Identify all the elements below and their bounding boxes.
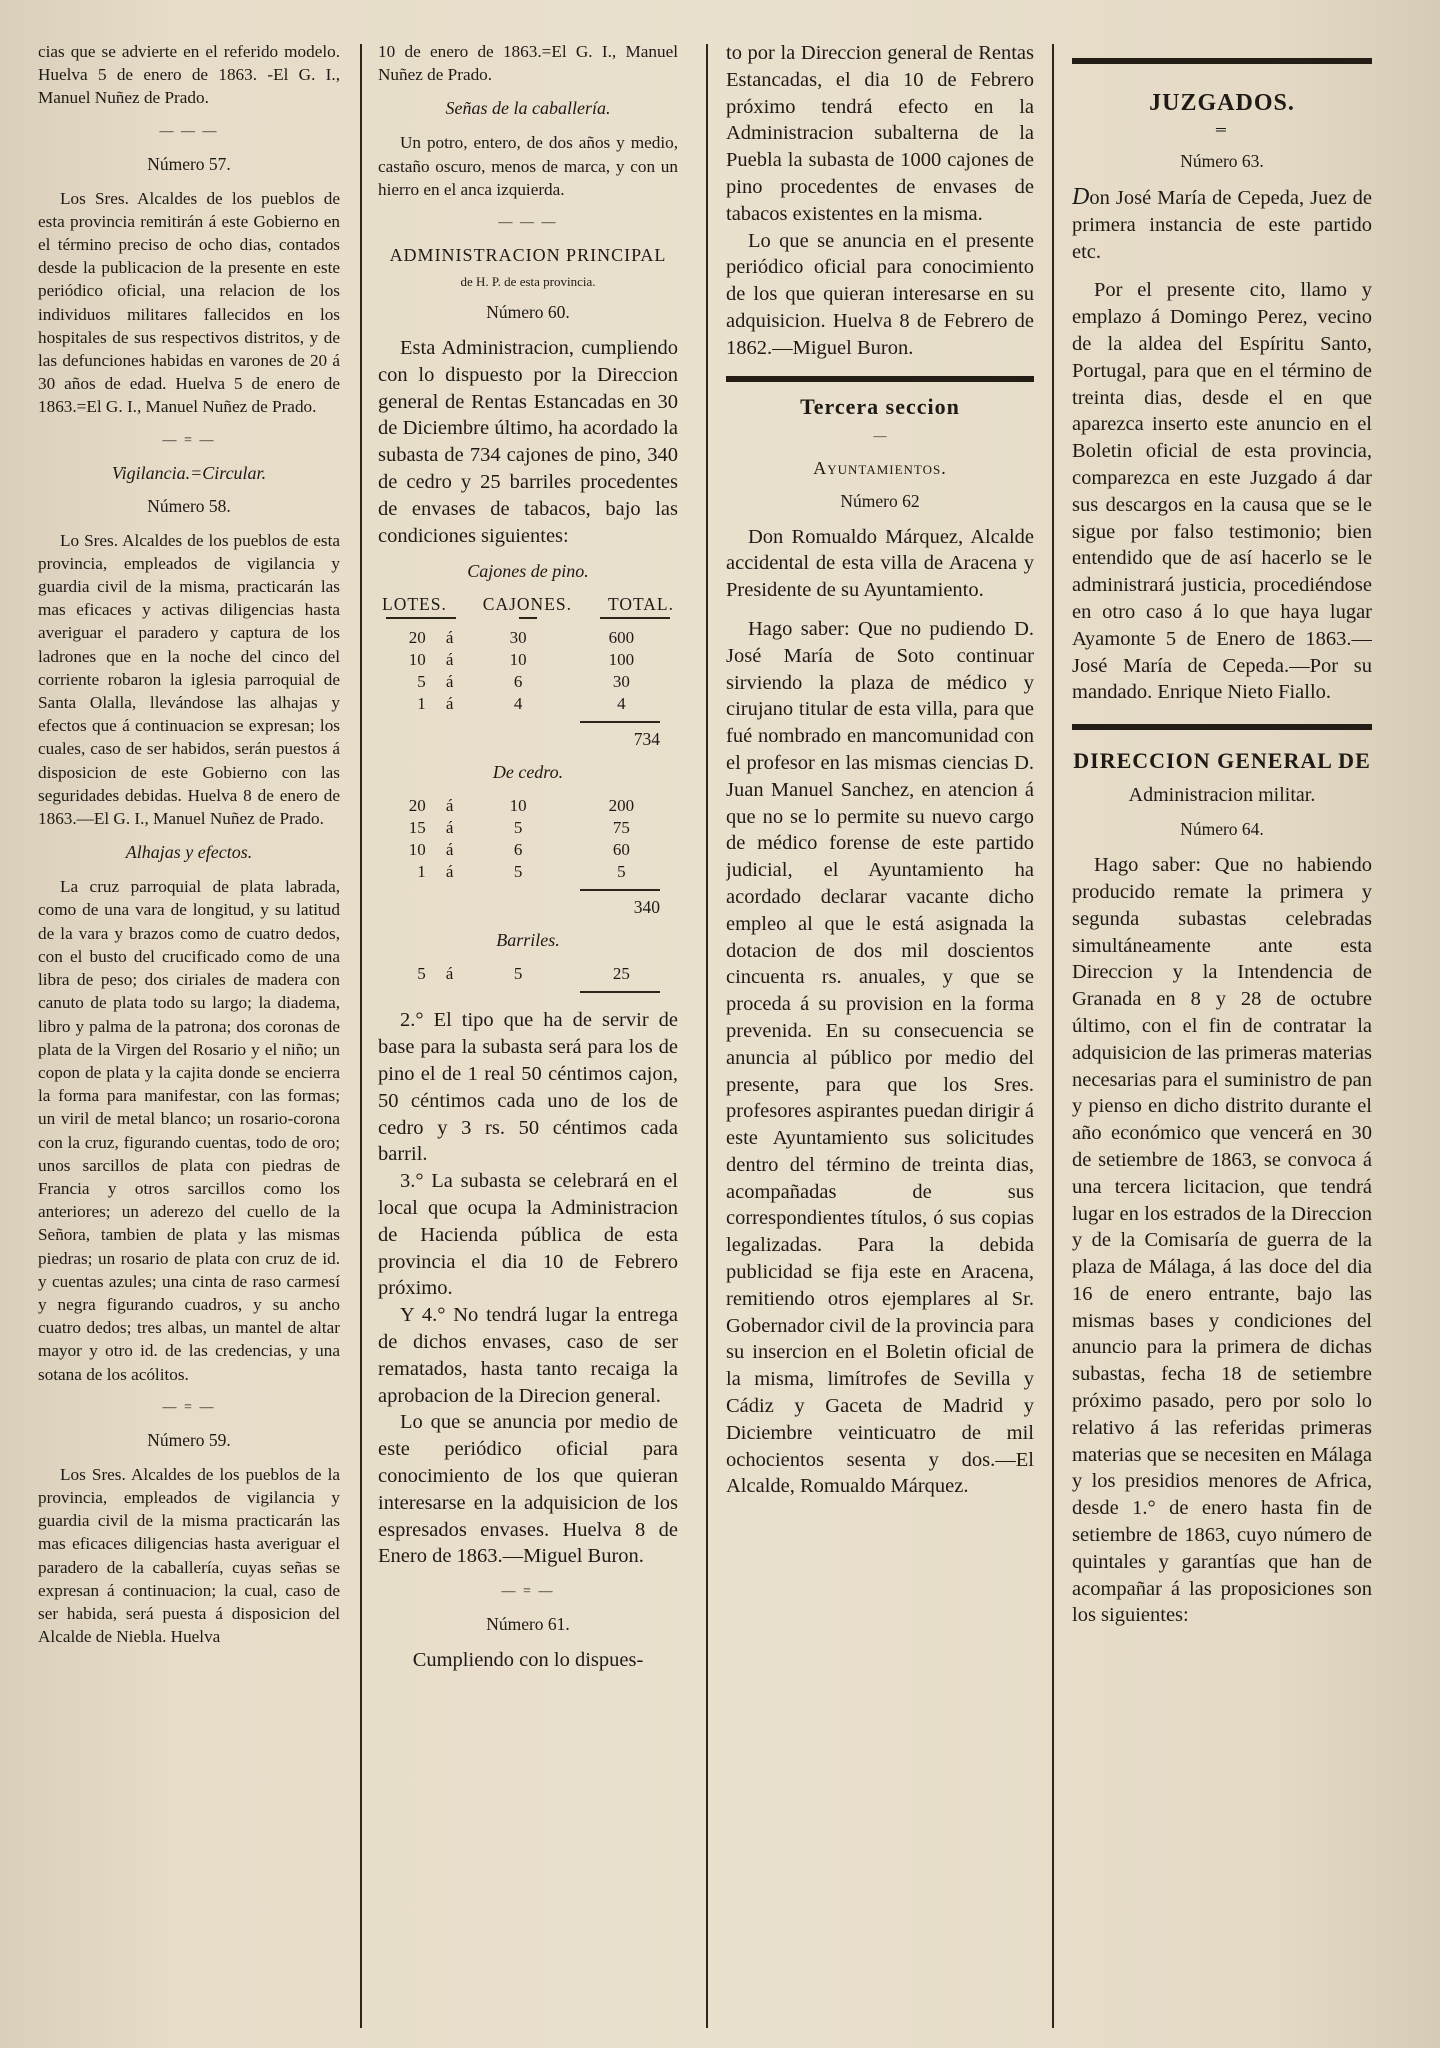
- table-cell: 10: [509, 796, 527, 816]
- paragraph-text: on José María de Cepeda, Juez de primera instancia de este partido etc.: [1072, 187, 1372, 263]
- section-separator: —: [873, 427, 887, 443]
- paragraph: Lo Sres. Alcaldes de los pueblos de esta provincia, empleados de vigilancia y guardia civil de la misma, practicarán las mas eficaces y activas diligencias hasta averiguar el paradero y captura de los ladrones que en la noche del cinco del corriente robaron la iglesia parroquial de Santa Olalla, llevándose las alhajas y efectos que á continuacion se expresan; los cuales, caso de ser habidos, serán puestos á disposicion de este Gobierno con las seguridades debidas. Huelva 8 de enero de 1863.—El G. I., Manuel Nuñez de Prado.: [38, 530, 340, 829]
- table-cell: 100: [608, 650, 635, 670]
- paragraph: Don Romualdo Márquez, Alcalde accidental de esta villa de Aracena y Presidente de su Ayuntamiento.: [726, 525, 1034, 602]
- paragraph: Cumpliendo con lo dispues-: [412, 1649, 644, 1672]
- paragraph: Lo que se anuncia en el presente periódico oficial para conocimiento de los que quieran interesarse en su adquisicion. Huelva 8 de Febrero de 1862.—Miguel Buron.: [726, 229, 1034, 359]
- section-rule: [1072, 724, 1372, 730]
- barrels-table: [378, 963, 678, 985]
- notice-number: Número 63.: [1180, 151, 1264, 171]
- table-cell: á: [445, 862, 454, 882]
- table-cell: 5: [513, 818, 523, 838]
- initial-letter: D: [1072, 184, 1090, 210]
- paragraph: Esta Administracion, cumpliendo con lo dispuesto por la Direccion general de Rentas Estancadas en 30 de Diciembre último, ha acordado la subasta de 734 cajones de pino, 340 de cedro y 25 barriles procedentes de envases de tabacos, bajo las condiciones siguientes:: [378, 337, 678, 547]
- paragraph: Lo que se anuncia por medio de este periódico oficial para conocimiento de los que quieran interesarse en la adquisicion de los espresados envases. Huelva 8 de Enero de 1863.—Miguel Buron.: [378, 1411, 678, 1568]
- table-cell: 5: [417, 964, 426, 984]
- column-header: LOTES.: [382, 594, 447, 615]
- table-cell: 5: [617, 862, 626, 882]
- table-cell: 60: [612, 840, 630, 860]
- table-cell: 30: [612, 672, 630, 692]
- column-rule: [706, 44, 708, 2028]
- table-row: [378, 861, 678, 883]
- column-rule: [360, 44, 362, 2028]
- table-cell: 1: [417, 694, 426, 714]
- rule: [600, 617, 670, 619]
- table-total: 340: [633, 897, 660, 918]
- column-2: [378, 40, 678, 2028]
- table-cell: 5: [513, 964, 523, 984]
- section-subheading: Señas de la caballería.: [445, 98, 611, 119]
- separator: — — —: [159, 123, 219, 139]
- total-rule: [580, 889, 660, 891]
- notice-number: Número 58.: [147, 495, 231, 516]
- table-cell: 75: [612, 818, 630, 838]
- table-column-headers: [382, 594, 674, 615]
- table-cell: 5: [417, 672, 426, 692]
- table-cell: 10: [509, 650, 527, 670]
- table-cell: á: [445, 818, 454, 838]
- header-rules: [386, 617, 670, 619]
- table-cell: 10: [408, 840, 426, 860]
- paragraph: 10 de enero de 1863.=El G. I., Manuel Nuñez de Prado.: [378, 42, 678, 85]
- table-cell: 4: [513, 694, 523, 714]
- section-subheading: Ayuntamientos.: [813, 457, 947, 478]
- section-subheading: Vigilancia.=Circular.: [111, 462, 267, 483]
- section-heading: Tercera seccion: [800, 393, 960, 419]
- paragraph: cias que se advierte en el referido modelo. Huelva 5 de enero de 1863. -El G. I., Manuel Nuñez de Prado.: [38, 42, 340, 108]
- paragraph: Los Sres. Alcaldes de los pueblos de esta provincia remitirán á este Gobierno en el término preciso de ocho dias, contados desde la publicacion de la presente en este periódico oficial, una relacion de los individuos militares fallecidos en los hospitales de sus respectivos distritos, y de las defunciones habidas en varones de 20 á 30 años de edad. Huelva 5 de enero de 1863.=El G. I., Manuel Nuñez de Prado.: [38, 188, 340, 417]
- paragraph: Los Sres. Alcaldes de los pueblos de la provincia, empleados de vigilancia y guardia civil de la misma practicarán las mas eficaces diligencias hasta averiguar el paradero de la caballería, cuyas señas se expresan á continuacion; la cual, caso de ser habida, será puesta á disposicion del Alcalde de Niebla. Huelva: [38, 1464, 340, 1647]
- table-total: 734: [633, 729, 660, 750]
- table-cell: 25: [612, 964, 630, 984]
- table-cell: 600: [608, 628, 635, 648]
- table-cell: 6: [513, 672, 523, 692]
- section-subtitle: de H. P. de esta provincia.: [460, 274, 596, 290]
- table-cell: á: [445, 964, 454, 984]
- section-subheading: Alhajas y efectos.: [125, 842, 253, 863]
- rule: [386, 617, 456, 619]
- table-heading: Cajones de pino.: [467, 561, 589, 582]
- rule: [519, 617, 537, 619]
- table-cell: á: [445, 796, 454, 816]
- notice-number: Número 62: [840, 490, 920, 511]
- cedar-boxes-table: [378, 795, 678, 883]
- table-row: [378, 627, 678, 649]
- column-header: CAJONES.: [482, 594, 572, 615]
- column-1: [38, 40, 340, 2028]
- paragraph: 3.° La subasta se celebrará en el local que ocupa la Administracion de Hacienda pública de esta provincia el dia 10 de Febrero próximo.: [378, 1170, 678, 1300]
- table-cell: 4: [617, 694, 626, 714]
- table-row: [378, 963, 678, 985]
- notice-number: Número 60.: [486, 302, 570, 323]
- section-rule: [726, 376, 1034, 382]
- table-cell: 20: [408, 628, 426, 648]
- paragraph: La cruz parroquial de plata labrada, como de una vara de longitud, y su latitud de la vara y brazos como de cuatro dedos, con el busto del crucificado como de una libra de peso; dos ciriales de madera con canuto de plata todo su largo; la diadema, libro y palma de la patrona; dos coronas de plata de la Virgen del Rosario y el niño; un copon de plata y la cajita donde se encierra la forma para manifestar, con las formas; un viril de metal blanco; un rosario-corona con la cruz, figurando cuentas, todo de oro; unos sarcillos de plata con piedras de Francia y otros sarcillos como los anteriores; un aderezo del cuello de la Señora, tambien de plata y las mismas piedras; un rosario de plata con cruz de id. y cuentas azules; una cinta de raso carmesí y negra figurando cuadros, y su ancho cuatro dedos; tres albas, un mantel de altar mayor y otro id. de las credencias, y una sotana de los acólitos.: [38, 877, 340, 1384]
- total-rule: [580, 721, 660, 723]
- notice-number: Número 59.: [147, 1429, 231, 1450]
- separator: — — —: [498, 215, 558, 231]
- table-cell: á: [445, 694, 454, 714]
- notice-number: Número 61.: [486, 1614, 570, 1635]
- separator: ═: [1216, 123, 1228, 138]
- paragraph: Por el presente cito, llamo y emplazo á Domingo Perez, vecino de la aldea del Espíritu Santo, Portugal, para que en el término de treinta dias, desde el en que aparezca inserto este anuncio en el Boletin oficial de esta provincia, comparezca en este Juzgado á dar sus descargos en la causa que se le sigue por falso testimonio; bien entendido que de así hacerlo se le administrará justicia, procediéndose en otro caso á lo que haya lugar Ayamonte 5 de Enero de 1863.—José María de Cepeda.—Por su mandado. Enrique Nieto Fiallo.: [1072, 279, 1372, 704]
- paragraph: 2.° El tipo que ha de servir de base para la subasta será para los de pino el de 1 real 50 céntimos cajon, 50 céntimos cada uno de los de cedro y 3 rs. 50 céntimos cada barril.: [378, 1009, 678, 1166]
- separator: — = —: [501, 1584, 555, 1600]
- table-cell: 5: [513, 862, 523, 882]
- table-cell: 20: [408, 796, 426, 816]
- table-cell: 200: [608, 796, 635, 816]
- table-cell: á: [445, 628, 454, 648]
- table-cell: 10: [408, 650, 426, 670]
- table-cell: 30: [509, 628, 527, 648]
- pine-boxes-table: [378, 627, 678, 715]
- notice-number: Número 57.: [147, 153, 231, 174]
- table-row: [378, 671, 678, 693]
- column-3: [726, 40, 1034, 2028]
- section-heading: JUZGADOS.: [1149, 90, 1295, 116]
- column-4: [1072, 40, 1372, 2028]
- paragraph: to por la Direccion general de Rentas Estancadas, el dia 10 de Febrero próximo tendrá efecto en la Administracion subalterna de la Puebla la subasta de 1000 cajones de pino procedentes de envases de tabacos existentes en la misma.: [726, 42, 1034, 225]
- table-row: [378, 839, 678, 861]
- table-cell: 15: [408, 818, 426, 838]
- table-row: [378, 817, 678, 839]
- paragraph: Y 4.° No tendrá lugar la entrega de dichos envases, caso de ser rematados, hasta tanto recaiga la aprobacion de la Direcion general.: [378, 1304, 678, 1407]
- table-heading: Barriles.: [496, 930, 560, 951]
- section-subtitle: Administracion militar.: [1128, 784, 1316, 807]
- separator: — = —: [162, 1399, 216, 1415]
- table-heading: De cedro.: [492, 762, 564, 783]
- column-header: TOTAL.: [607, 594, 674, 615]
- paragraph: Un potro, entero, de dos años y medio, castaño oscuro, menos de marca, y con un hierro en el anca izquierda.: [378, 133, 678, 199]
- section-heading: ADMINISTRACION PRINCIPAL: [389, 245, 667, 266]
- table-cell: á: [445, 672, 454, 692]
- separator: — = —: [162, 432, 216, 448]
- section-heading: DIRECCION GENERAL DE: [1073, 748, 1371, 774]
- table-cell: á: [445, 840, 454, 860]
- table-row: [378, 693, 678, 715]
- total-rule: [580, 991, 660, 993]
- section-rule: [1072, 58, 1372, 64]
- table-row: [378, 795, 678, 817]
- column-rule: [1052, 44, 1054, 2028]
- table-cell: á: [445, 650, 454, 670]
- paragraph: [1072, 184, 1372, 265]
- table-cell: 1: [417, 862, 426, 882]
- paragraph: Hago saber: Que no habiendo producido remate la primera y segunda subastas celebradas simultáneamente ante esta Direccion y la Intendencia de Granada en 8 y 28 de octubre último, con el fin de contratar la adquisicion de las primeras materias necesarias para el suministro de pan y pienso en dicho distrito durante el año económico que vencerá en 30 de setiembre de 1863, se convoca á una tercera licitacion, que tendrá lugar en los estrados de la Direccion y de la Comisaría de guerra de la plaza de Málaga, á las doce del dia 16 de enero entrante, bajo las mismas bases y condiciones del anuncio para la primera de dichas subastas, fecha 18 de setiembre próximo pasado, pero por solo lo relativo á las referidas primeras materias que se necesiten en Málaga y los presidios menores de Africa, desde 1.° de enero hasta fin de setiembre de 1863, cuyo número de quintales y garantías que han de acompañar á las proposiciones son los siguientes:: [1072, 854, 1372, 1627]
- table-cell: 6: [513, 840, 523, 860]
- notice-number: Número 64.: [1180, 819, 1264, 840]
- paragraph: Hago saber: Que no pudiendo D. José María de Soto continuar sirviendo la plaza de médico y cirujano titular de esta villa, para que fué nombrado en mancomunidad con el profesor en las mismas ciencias D. Juan Manuel Sanchez, en atencion á que no se lo permite su nuevo cargo de médico forense de este partido judicial, el Ayuntamiento ha acordado declarar vacante dicho empleo al que le está asignada la dotacion de dos mil doscientos cincuenta rs. anuales, y que se proceda á su provision en la forma prevenida. En su consecuencia se anuncia al público por medio del presente, para que los Sres. profesores aspirantes puedan dirigir á este Ayuntamiento sus solicitudes dentro del término de treinta dias, acompañadas de sus correspondientes títulos, ó sus copias legalizadas. Para la debida publicidad se fija este en Aracena, remitiendo otros ejemplares al Sr. Gobernador civil de la provincia para su insercion en el Boletin oficial de la misma, limítrofes de Sevilla y Cádiz y Gaceta de Madrid y Diciembre veinticuatro de mil ochocientos sesenta y dos.—El Alcalde, Romualdo Márquez.: [726, 617, 1034, 1498]
- table-row: [378, 649, 678, 671]
